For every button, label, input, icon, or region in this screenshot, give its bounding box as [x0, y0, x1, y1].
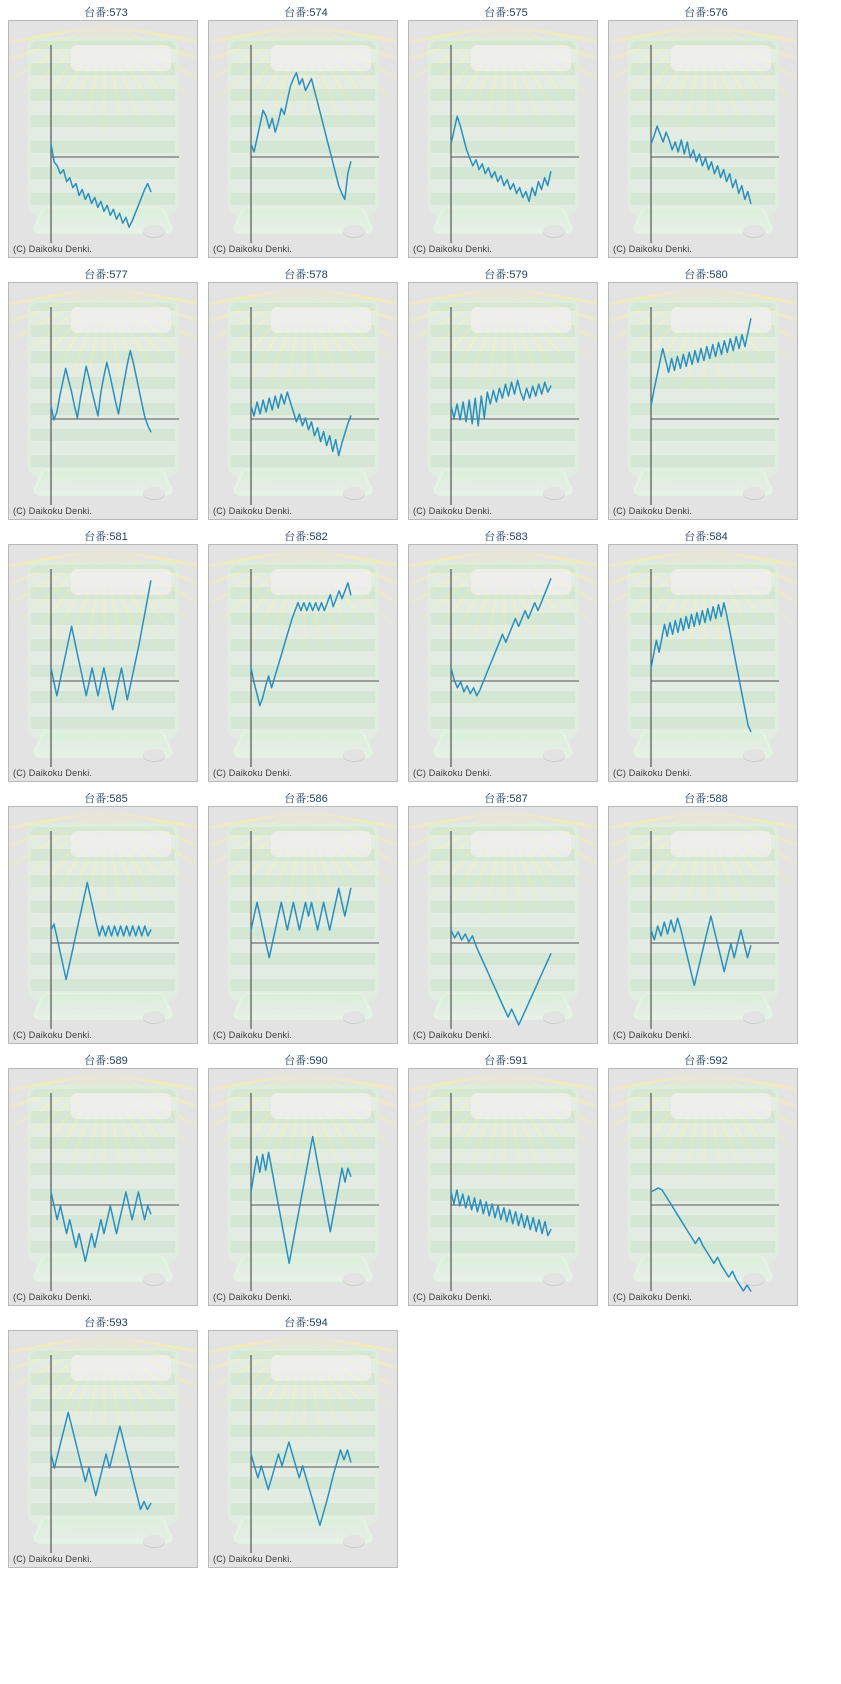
copyright-label: (C) Daikoku Denki. — [13, 1030, 93, 1040]
chart-panel[interactable] — [408, 806, 598, 1044]
copyright-label: (C) Daikoku Denki. — [413, 244, 493, 254]
chart-panel[interactable] — [8, 282, 198, 520]
data-line — [651, 126, 751, 203]
chart-cell — [8, 790, 204, 1044]
chart-cell — [408, 528, 604, 782]
chart-cell — [408, 4, 604, 258]
chart-title: 台番:587 — [484, 793, 528, 805]
data-line — [251, 392, 351, 455]
plot-area — [609, 21, 797, 257]
chart-panel[interactable] — [8, 1330, 198, 1568]
chart-title: 台番:579 — [484, 269, 528, 281]
chart-title: 台番:590 — [284, 1055, 328, 1067]
data-line — [251, 583, 351, 706]
chart-title: 台番:591 — [484, 1055, 528, 1067]
copyright-label: (C) Daikoku Denki. — [213, 506, 293, 516]
chart-cell — [608, 266, 804, 520]
copyright-label: (C) Daikoku Denki. — [413, 768, 493, 778]
copyright-label: (C) Daikoku Denki. — [13, 506, 93, 516]
chart-panel[interactable] — [208, 806, 398, 1044]
plot-area — [409, 21, 597, 257]
chart-title: 台番:586 — [284, 793, 328, 805]
chart-panel[interactable] — [408, 20, 598, 258]
data-line — [251, 1442, 351, 1525]
plot-area — [409, 807, 597, 1043]
chart-cell — [8, 266, 204, 520]
data-line — [651, 916, 751, 985]
chart-title: 台番:592 — [684, 1055, 728, 1067]
chart-panel[interactable] — [8, 806, 198, 1044]
chart-panel[interactable] — [208, 1330, 398, 1568]
chart-cell — [608, 4, 804, 258]
plot-area — [9, 1331, 197, 1567]
copyright-label: (C) Daikoku Denki. — [213, 1030, 293, 1040]
chart-title: 台番:583 — [484, 531, 528, 543]
chart-cell — [608, 528, 804, 782]
chart-panel[interactable] — [208, 1068, 398, 1306]
plot-area — [209, 1331, 397, 1567]
chart-panel[interactable] — [608, 806, 798, 1044]
data-line — [251, 73, 351, 200]
chart-title: 台番:575 — [484, 7, 528, 19]
chart-cell — [208, 4, 404, 258]
data-line — [51, 883, 151, 980]
chart-panel[interactable] — [8, 544, 198, 782]
chart-title: 台番:574 — [284, 7, 328, 19]
data-line — [51, 581, 151, 710]
chart-title: 台番:573 — [84, 7, 128, 19]
chart-cell — [8, 1052, 204, 1306]
plot-area — [609, 807, 797, 1043]
chart-cell — [408, 266, 604, 520]
plot-area — [209, 1069, 397, 1305]
plot-area — [209, 545, 397, 781]
chart-title: 台番:577 — [84, 269, 128, 281]
chart-panel[interactable] — [608, 1068, 798, 1306]
data-line — [451, 1190, 551, 1236]
chart-title: 台番:576 — [684, 7, 728, 19]
copyright-label: (C) Daikoku Denki. — [213, 1554, 293, 1564]
copyright-label: (C) Daikoku Denki. — [213, 1292, 293, 1302]
chart-title: 台番:589 — [84, 1055, 128, 1067]
chart-cell — [8, 1314, 204, 1568]
chart-cell — [208, 266, 404, 520]
data-line — [451, 579, 551, 696]
plot-area — [9, 807, 197, 1043]
chart-cell — [608, 1052, 804, 1306]
chart-title: 台番:588 — [684, 793, 728, 805]
copyright-label: (C) Daikoku Denki. — [613, 506, 693, 516]
chart-panel[interactable] — [608, 544, 798, 782]
plot-area — [609, 1069, 797, 1305]
plot-area — [609, 283, 797, 519]
chart-panel[interactable] — [608, 282, 798, 520]
data-line — [251, 888, 351, 957]
data-line — [451, 116, 551, 201]
chart-title: 台番:593 — [84, 1317, 128, 1329]
chart-cell — [8, 4, 204, 258]
chart-title: 台番:578 — [284, 269, 328, 281]
chart-panel[interactable] — [408, 1068, 598, 1306]
chart-cell — [208, 790, 404, 1044]
data-line — [51, 144, 151, 227]
plot-area — [9, 545, 197, 781]
data-line — [651, 1188, 751, 1291]
plot-area — [209, 21, 397, 257]
chart-title: 台番:581 — [84, 531, 128, 543]
plot-area — [209, 807, 397, 1043]
chart-panel[interactable] — [208, 544, 398, 782]
chart-cell — [608, 790, 804, 1044]
chart-panel[interactable] — [608, 20, 798, 258]
data-line — [651, 319, 751, 406]
chart-title: 台番:584 — [684, 531, 728, 543]
chart-cell — [208, 528, 404, 782]
plot-area — [409, 545, 597, 781]
copyright-label: (C) Daikoku Denki. — [213, 768, 293, 778]
copyright-label: (C) Daikoku Denki. — [613, 1292, 693, 1302]
plot-area — [9, 21, 197, 257]
copyright-label: (C) Daikoku Denki. — [613, 768, 693, 778]
chart-panel[interactable] — [8, 20, 198, 258]
data-line — [251, 1137, 351, 1264]
copyright-label: (C) Daikoku Denki. — [13, 1554, 93, 1564]
copyright-label: (C) Daikoku Denki. — [413, 1292, 493, 1302]
plot-area — [9, 1069, 197, 1305]
chart-title: 台番:580 — [684, 269, 728, 281]
plot-area — [609, 545, 797, 781]
chart-panel[interactable] — [8, 1068, 198, 1306]
plot-area — [409, 283, 597, 519]
data-line — [451, 930, 551, 1025]
chart-cell — [408, 790, 604, 1044]
copyright-label: (C) Daikoku Denki. — [13, 768, 93, 778]
copyright-label: (C) Daikoku Denki. — [213, 244, 293, 254]
chart-cell — [8, 528, 204, 782]
data-line — [51, 351, 151, 432]
chart-title: 台番:594 — [284, 1317, 328, 1329]
copyright-label: (C) Daikoku Denki. — [613, 244, 693, 254]
data-line — [651, 603, 751, 732]
plot-area — [209, 283, 397, 519]
chart-panel[interactable] — [408, 544, 598, 782]
copyright-label: (C) Daikoku Denki. — [413, 506, 493, 516]
chart-panel[interactable] — [208, 282, 398, 520]
data-line — [51, 1192, 151, 1261]
chart-cell — [208, 1052, 404, 1306]
chart-cell — [408, 1052, 604, 1306]
plot-area — [409, 1069, 597, 1305]
chart-panel[interactable] — [408, 282, 598, 520]
copyright-label: (C) Daikoku Denki. — [613, 1030, 693, 1040]
chart-title: 台番:585 — [84, 793, 128, 805]
chart-cell — [208, 1314, 404, 1568]
chart-panel[interactable] — [208, 20, 398, 258]
plot-area — [9, 283, 197, 519]
copyright-label: (C) Daikoku Denki. — [13, 1292, 93, 1302]
copyright-label: (C) Daikoku Denki. — [13, 244, 93, 254]
chart-title: 台番:582 — [284, 531, 328, 543]
data-line — [51, 1412, 151, 1509]
copyright-label: (C) Daikoku Denki. — [413, 1030, 493, 1040]
